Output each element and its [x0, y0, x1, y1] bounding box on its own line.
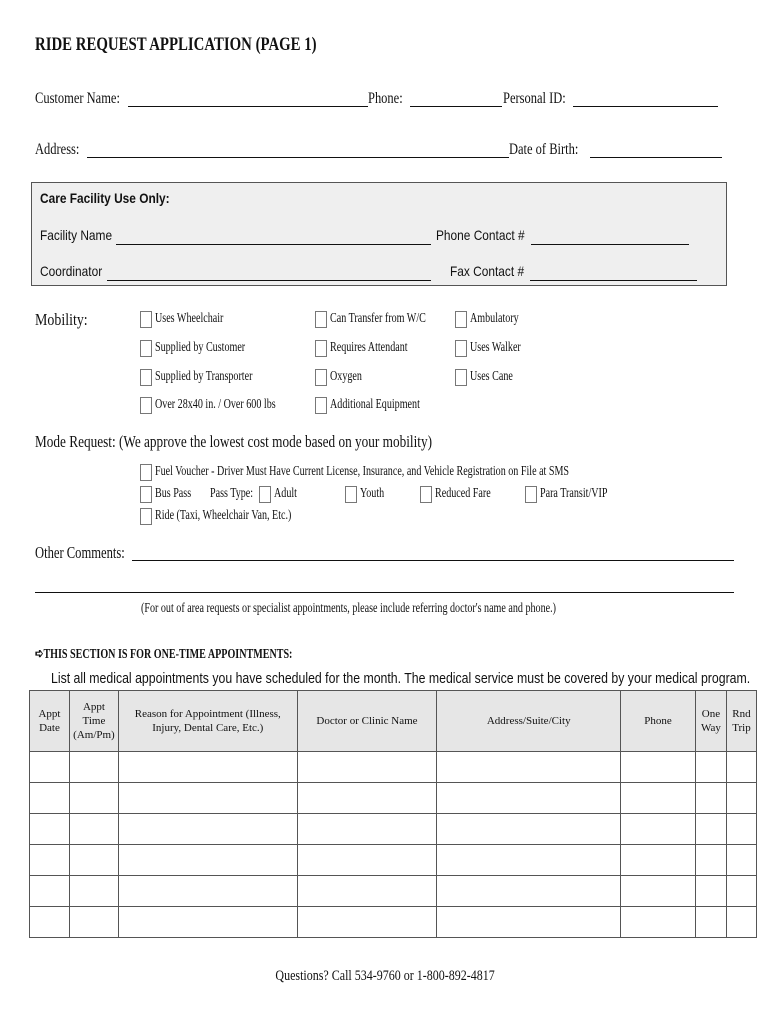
table-cell[interactable] — [118, 876, 297, 907]
other-comments-line-2[interactable] — [35, 592, 734, 593]
table-cell[interactable] — [69, 783, 118, 814]
table-cell[interactable] — [621, 752, 696, 783]
table-row — [30, 814, 757, 845]
oxygen-label: Oxygen — [330, 369, 362, 384]
oversize-checkbox[interactable] — [140, 397, 152, 414]
table-cell[interactable] — [118, 814, 297, 845]
table-cell[interactable] — [69, 876, 118, 907]
footer-questions: Questions? Call 534-9760 or 1-800-892-4817 — [275, 968, 495, 984]
table-cell[interactable] — [695, 783, 726, 814]
facility-name-field[interactable] — [116, 244, 431, 245]
personal-id-field[interactable] — [573, 106, 718, 107]
bus-pass-label: Bus Pass — [155, 486, 192, 501]
comments-note: (For out of area requests or specialist appointments, please include referring doctor's name and phone.) — [141, 601, 556, 616]
can-transfer-checkbox[interactable] — [315, 311, 327, 328]
additional-equipment-checkbox[interactable] — [315, 397, 327, 414]
youth-label: Youth — [360, 486, 385, 501]
table-cell[interactable] — [30, 783, 70, 814]
table-cell[interactable] — [726, 845, 756, 876]
supplied-by-transporter-label: Supplied by Transporter — [155, 369, 253, 384]
phone-label: Phone: — [368, 90, 403, 107]
para-transit-label: Para Transit/VIP — [540, 486, 608, 501]
header-round-trip: Rnd Trip — [726, 691, 756, 752]
supplied-by-customer-label: Supplied by Customer — [155, 340, 246, 355]
uses-cane-checkbox[interactable] — [455, 369, 467, 386]
table-cell[interactable] — [726, 814, 756, 845]
dob-field[interactable] — [590, 157, 722, 158]
table-cell[interactable] — [695, 876, 726, 907]
adult-checkbox[interactable] — [259, 486, 271, 503]
coordinator-label: Coordinator — [40, 263, 103, 279]
fuel-voucher-checkbox[interactable] — [140, 464, 152, 481]
header-doctor: Doctor or Clinic Name — [297, 691, 437, 752]
table-cell[interactable] — [726, 907, 756, 938]
header-one-way: One Way — [695, 691, 726, 752]
oxygen-checkbox[interactable] — [315, 369, 327, 386]
one-time-heading: ➪THIS SECTION IS FOR ONE-TIME APPOINTMENTS: — [35, 647, 293, 662]
youth-checkbox[interactable] — [345, 486, 357, 503]
table-header-row — [30, 691, 757, 752]
supplied-by-customer-checkbox[interactable] — [140, 340, 152, 357]
oversize-label: Over 28x40 in. / Over 600 lbs — [155, 397, 276, 412]
table-cell[interactable] — [695, 845, 726, 876]
table-cell[interactable] — [297, 752, 437, 783]
table-cell[interactable] — [30, 907, 70, 938]
customer-name-field[interactable] — [128, 106, 368, 107]
facility-heading: Care Facility Use Only: — [40, 190, 170, 206]
header-appt-time: Appt Time (Am/Pm) — [69, 691, 118, 752]
table-cell[interactable] — [118, 783, 297, 814]
one-time-instruction: List all medical appointments you have scheduled for the month. The medical service must be covered by your medical program. — [51, 670, 751, 687]
table-cell[interactable] — [30, 845, 70, 876]
table-cell[interactable] — [30, 752, 70, 783]
coordinator-field[interactable] — [107, 280, 431, 281]
header-phone: Phone — [621, 691, 696, 752]
bus-pass-checkbox[interactable] — [140, 486, 152, 503]
table-cell[interactable] — [726, 876, 756, 907]
table-cell[interactable] — [621, 907, 696, 938]
adult-label: Adult — [274, 486, 297, 501]
table-cell[interactable] — [437, 876, 621, 907]
arrow-right-icon: ➪ — [35, 647, 44, 662]
table-cell[interactable] — [69, 907, 118, 938]
requires-attendant-label: Requires Attendant — [330, 340, 408, 355]
header-reason: Reason for Appointment (Illness, Injury, Dental Care, Etc.) — [118, 691, 297, 752]
table-cell[interactable] — [695, 907, 726, 938]
uses-cane-label: Uses Cane — [470, 369, 513, 384]
table-cell[interactable] — [69, 845, 118, 876]
table-cell[interactable] — [621, 783, 696, 814]
table-cell[interactable] — [118, 752, 297, 783]
table-cell[interactable] — [30, 876, 70, 907]
table-cell[interactable] — [437, 814, 621, 845]
appointments-table — [29, 690, 757, 938]
ride-checkbox[interactable] — [140, 508, 152, 525]
phone-field[interactable] — [410, 106, 502, 107]
address-label: Address: — [35, 141, 80, 158]
table-cell[interactable] — [621, 814, 696, 845]
header-appt-date: Appt Date — [30, 691, 70, 752]
table-cell[interactable] — [726, 752, 756, 783]
reduced-fare-label: Reduced Fare — [435, 486, 491, 501]
table-cell[interactable] — [297, 876, 437, 907]
table-cell[interactable] — [297, 845, 437, 876]
page-title: RIDE REQUEST APPLICATION (PAGE 1) — [35, 34, 317, 55]
ambulatory-label: Ambulatory — [470, 311, 519, 326]
table-cell[interactable] — [69, 814, 118, 845]
supplied-by-transporter-checkbox[interactable] — [140, 369, 152, 386]
table-cell[interactable] — [621, 845, 696, 876]
uses-walker-checkbox[interactable] — [455, 340, 467, 357]
requires-attendant-checkbox[interactable] — [315, 340, 327, 357]
uses-walker-label: Uses Walker — [470, 340, 521, 355]
table-row — [30, 876, 757, 907]
table-row — [30, 752, 757, 783]
address-field[interactable] — [87, 157, 509, 158]
table-cell[interactable] — [621, 876, 696, 907]
table-cell[interactable] — [437, 907, 621, 938]
fax-contact-label: Fax Contact # — [450, 263, 525, 279]
table-cell[interactable] — [118, 845, 297, 876]
ambulatory-checkbox[interactable] — [455, 311, 467, 328]
mobility-label: Mobility: — [35, 310, 88, 329]
reduced-fare-checkbox[interactable] — [420, 486, 432, 503]
dob-label: Date of Birth: — [509, 141, 579, 158]
table-cell[interactable] — [695, 752, 726, 783]
uses-wheelchair-checkbox[interactable] — [140, 311, 152, 328]
personal-id-label: Personal ID: — [503, 90, 566, 107]
table-cell[interactable] — [297, 814, 437, 845]
table-cell[interactable] — [726, 783, 756, 814]
table-cell[interactable] — [695, 814, 726, 845]
table-cell[interactable] — [30, 814, 70, 845]
table-cell[interactable] — [297, 907, 437, 938]
can-transfer-label: Can Transfer from W/C — [330, 311, 426, 326]
mode-request-label: Mode Request: (We approve the lowest cost mode based on your mobility) — [35, 432, 433, 451]
table-row — [30, 783, 757, 814]
facility-name-label: Facility Name — [40, 227, 113, 243]
phone-contact-label: Phone Contact # — [436, 227, 525, 243]
fax-contact-field[interactable] — [530, 280, 697, 281]
other-comments-label: Other Comments: — [35, 543, 125, 562]
table-cell[interactable] — [437, 783, 621, 814]
table-cell[interactable] — [118, 907, 297, 938]
table-cell[interactable] — [297, 783, 437, 814]
fuel-voucher-label: Fuel Voucher - Driver Must Have Current License, Insurance, and Vehicle Registration on File at SMS — [155, 464, 570, 479]
customer-name-label: Customer Name: — [35, 90, 120, 107]
header-address: Address/Suite/City — [437, 691, 621, 752]
phone-contact-underline — [602, 244, 689, 245]
other-comments-field[interactable] — [132, 560, 734, 561]
table-cell[interactable] — [69, 752, 118, 783]
pass-type-label: Pass Type: — [210, 486, 254, 501]
table-row — [30, 907, 757, 938]
table-row — [30, 845, 757, 876]
para-transit-checkbox[interactable] — [525, 486, 537, 503]
table-cell[interactable] — [437, 752, 621, 783]
additional-equipment-label: Additional Equipment — [330, 397, 420, 412]
ride-label: Ride (Taxi, Wheelchair Van, Etc.) — [155, 508, 292, 523]
table-cell[interactable] — [437, 845, 621, 876]
uses-wheelchair-label: Uses Wheelchair — [155, 311, 224, 326]
